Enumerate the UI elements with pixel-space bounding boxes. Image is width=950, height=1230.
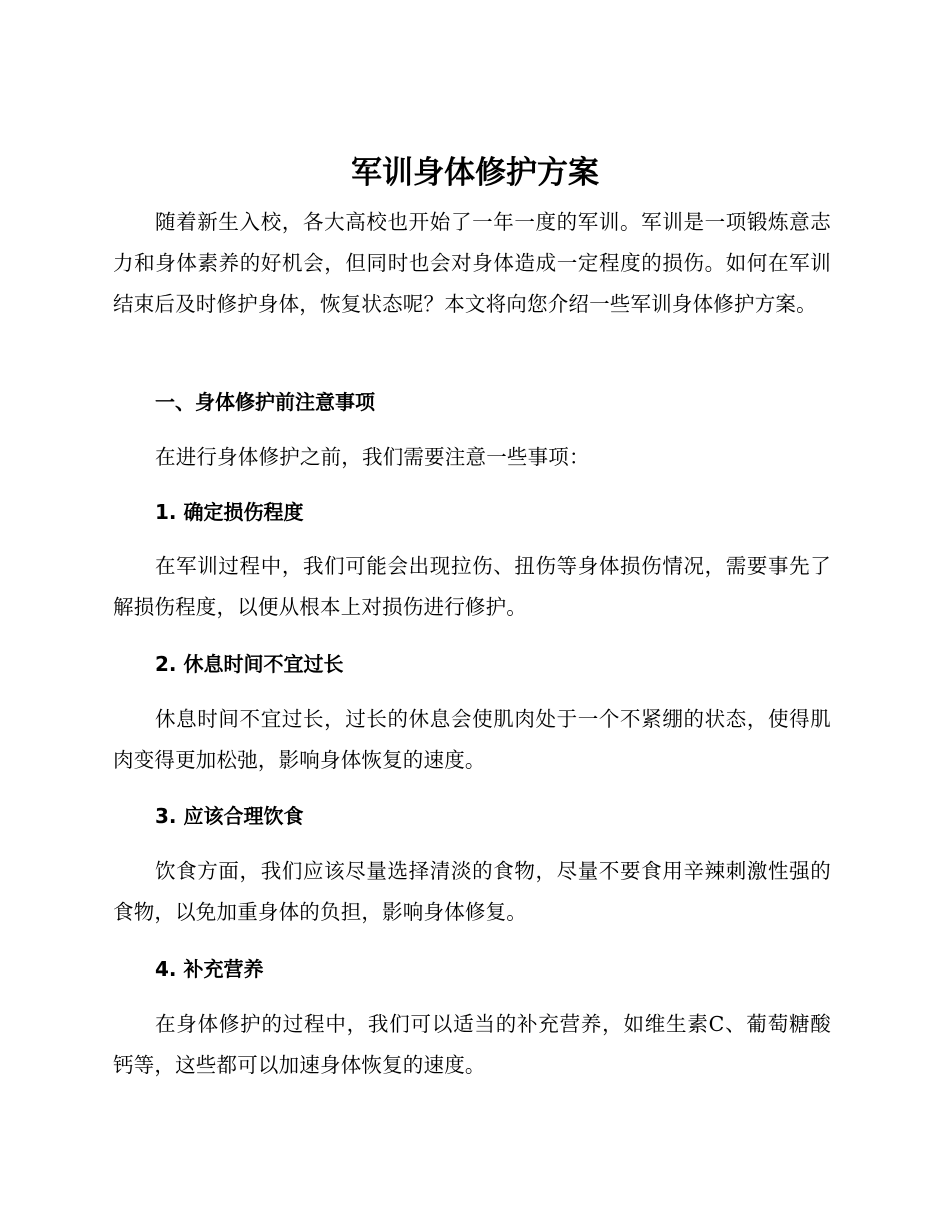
item-paragraph-4: 在身体修护的过程中，我们可以适当的补充营养，如维生素C、葡萄糖酸钙等，这些都可以加速身体恢复的速度。	[113, 1012, 831, 1077]
item-paragraph-2: 休息时间不宜过长，过长的休息会使肌肉处于一个不紧绷的状态，使得肌肉变得更加松弛，影响身体恢复的速度。	[113, 707, 831, 772]
document-title: 军训身体修护方案	[351, 155, 599, 191]
intro-paragraph: 随着新生入校，各大高校也开始了一年一度的军训。军训是一项锻炼意志力和身体素养的好机会，但同时也会对身体造成一定程度的损伤。如何在军训结束后及时修护身体，恢复状态呢？本文将向您介绍一些军训身体修护方案。	[113, 210, 831, 316]
section-heading: 一、身体修护前注意事项	[155, 390, 375, 414]
item-heading-4: 4. 补充营养	[155, 957, 264, 981]
item-heading-3: 3. 应该合理饮食	[155, 804, 304, 828]
item-paragraph-3: 饮食方面，我们应该尽量选择清淡的食物，尽量不要食用辛辣刺激性强的食物，以免加重身体的负担，影响身体修复。	[113, 859, 831, 924]
item-heading-1: 1. 确定损伤程度	[155, 500, 304, 524]
item-heading-2: 2. 休息时间不宜过长	[155, 652, 344, 676]
section-lead-paragraph: 在进行身体修护之前，我们需要注意一些事项：	[155, 445, 590, 469]
item-paragraph-1: 在军训过程中，我们可能会出现拉伤、扭伤等身体损伤情况，需要事先了解损伤程度，以便从根本上对损伤进行修护。	[113, 554, 831, 619]
